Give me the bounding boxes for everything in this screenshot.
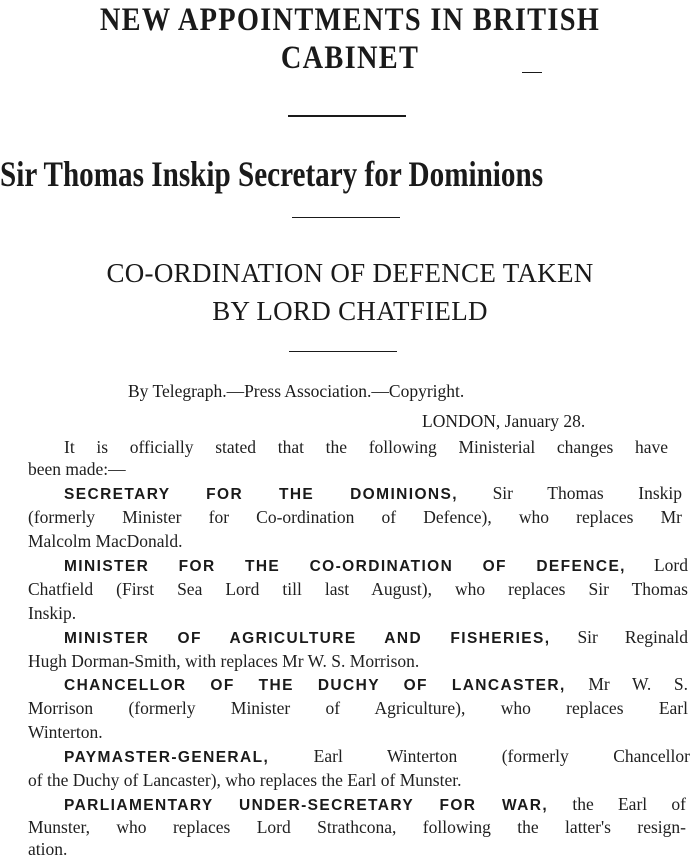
paragraph-defence-line-3: Inskip. <box>28 603 77 623</box>
paragraph-war-line-3: ation. <box>28 839 68 859</box>
heading-chancellor-duchy: CHANCELLOR OF THE DUCHY OF LANCASTER, <box>64 677 566 694</box>
intro-line-2: been made:— <box>28 459 126 479</box>
heading-paymaster-general: PAYMASTER-GENERAL, <box>64 749 270 766</box>
headline-line-2: CABINET <box>280 40 420 76</box>
paragraph-lancaster-line-1: CHANCELLOR OF THE DUCHY OF LANCASTER, Mr W. S. <box>64 674 689 694</box>
heading-minister-coordination: MINISTER FOR THE CO-ORDINATION OF DEFENCE, <box>64 558 626 575</box>
deck-line-2: BY LORD CHATFIELD <box>212 296 488 326</box>
heading-minister-agriculture: MINISTER OF AGRICULTURE AND FISHERIES, <box>64 630 551 647</box>
paragraph-defence-line-2: Chatfield (First Sea Lord till last August), who replaces Sir Thomas <box>28 579 688 599</box>
byline: By Telegraph.—Press Association.—Copyright. <box>128 381 465 401</box>
stray-dash <box>522 72 542 73</box>
deck-line-1: CO-ORDINATION OF DEFENCE TAKEN <box>106 258 594 288</box>
paragraph-dominions-line-2: (formerly Minister for Co-ordination of Defence), who replaces Mr <box>28 507 682 527</box>
paragraph-war-line-1: PARLIAMENTARY UNDER-SECRETARY FOR WAR, the Earl of <box>64 794 686 814</box>
headline-rule <box>288 115 406 117</box>
paragraph-war-line-2: Munster, who replaces Lord Strathcona, following the latter's resign- <box>28 817 686 837</box>
paragraph-lancaster-line-3: Winterton. <box>28 722 103 742</box>
paragraph-defence-line-1: MINISTER FOR THE CO-ORDINATION OF DEFENCE, Lord <box>64 555 688 575</box>
deck-rule <box>289 351 397 352</box>
subheadline-rule <box>292 217 400 218</box>
paragraph-paymaster-line-1: PAYMASTER-GENERAL, Earl Winterton (formerly Chancellor <box>64 746 690 766</box>
paragraph-lancaster-line-2: Morrison (formerly Minister of Agriculture), who replaces Earl <box>28 698 688 718</box>
headline-line-1: NEW APPOINTMENTS IN BRITISH <box>99 2 601 38</box>
subheadline: Sir Thomas Inskip Secretary for Dominions <box>0 154 544 194</box>
paragraph-dominions-line-3: Malcolm MacDonald. <box>28 531 183 551</box>
paragraph-paymaster-line-2: of the Duchy of Lancaster), who replaces the Earl of Munster. <box>28 770 462 790</box>
dateline: LONDON, January 28. <box>422 411 586 431</box>
heading-under-secretary-war: PARLIAMENTARY UNDER-SECRETARY FOR WAR, <box>64 797 549 814</box>
paragraph-agriculture-line-2: Hugh Dorman-Smith, with replaces Mr W. S. Morrison. <box>28 651 420 671</box>
heading-secretary-dominions: SECRETARY FOR THE DOMINIONS, <box>64 486 458 503</box>
paragraph-agriculture-line-1: MINISTER OF AGRICULTURE AND FISHERIES, Sir Reginald <box>64 627 688 647</box>
intro-line-1: It is officially stated that the following Ministerial changes have <box>64 437 668 457</box>
paragraph-dominions-line-1: SECRETARY FOR THE DOMINIONS, Sir Thomas Inskip <box>64 483 682 503</box>
